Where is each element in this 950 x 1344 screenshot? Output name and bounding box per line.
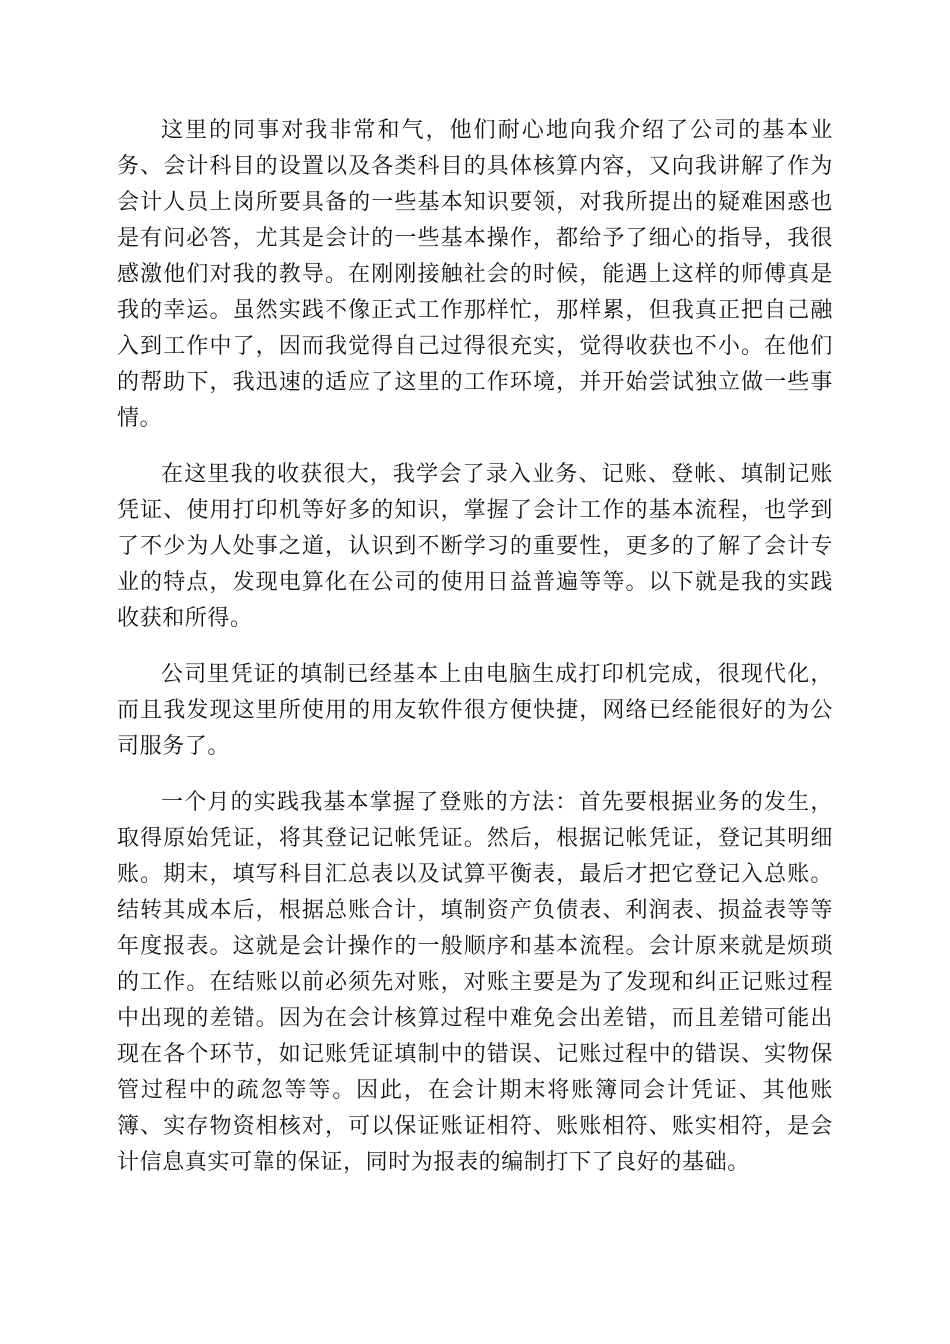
paragraph-1: 这里的同事对我非常和气，他们耐心地向我介绍了公司的基本业务、会计科目的设置以及各类科目的具体核算内容，又向我讲解了作为会计人员上岗所要具备的一些基本知识要领，对我所提出的疑难困惑也是有问必答，尤其是会计的一些基本操作，都给予了细心的指导，我很感激他们对我的教导。在刚刚接触社会的时候，能遇上这样的师傅真是我的幸运。虽然实践不像正式工作那样忙，那样累，但我真正把自己融入到工作中了，因而我觉得自己过得很充实，觉得收获也不小。在他们的帮助下，我迅速的适应了这里的工作环境，并开始尝试独立做一些事情。 [117,118,833,431]
paragraph-2: 在这里我的收获很大，我学会了录入业务、记账、登帐、填制记账凭证、使用打印机等好多的知识，掌握了会计工作的基本流程，也学到了不少为人处事之道，认识到不断学习的重要性，更多的了解了会计专业的特点，发现电算化在公司的使用日益普遍等等。以下就是我的实践收获和所得。 [117,462,833,631]
document-body [117,113,833,1201]
paragraph-4: 一个月的实践我基本掌握了登账的方法：首先要根据业务的发生，取得原始凭证，将其登记记帐凭证。然后，根据记帐凭证，登记其明细账。期末，填写科目汇总表以及试算平衡表，最后才把它登记入总账。结转其成本后，根据总账合计，填制资产负债表、利润表、损益表等等年度报表。这就是会计操作的一般顺序和基本流程。会计原来就是烦琐的工作。在结账以前必须先对账，对账主要是为了发现和纠正记账过程中出现的差错。因为在会计核算过程中难免会出差错，而且差错可能出现在各个环节，如记账凭证填制中的错误、记账过程中的错误、实物保管过程中的疏忽等等。因此，在会计期末将账簿同会计凭证、其他账簿、实存物资相核对，可以保证账证相符、账账相符、账实相符，是会计信息真实可靠的保证，同时为报表的编制打下了良好的基础。 [117,790,833,1175]
paragraph-3: 公司里凭证的填制已经基本上由电脑生成打印机完成，很现代化，而且我发现这里所使用的用友软件很方便快捷，网络已经能很好的为公司服务了。 [117,662,833,759]
